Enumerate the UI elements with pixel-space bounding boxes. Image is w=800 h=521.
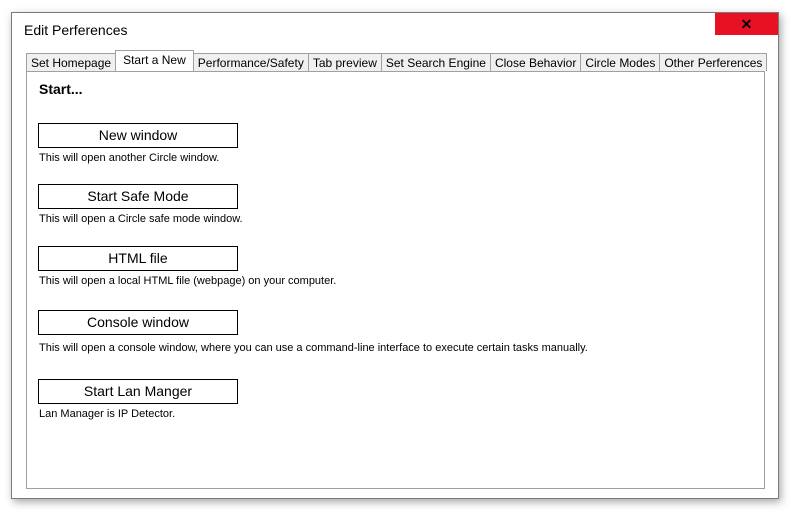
tab-close-behavior[interactable]: Close Behavior	[490, 53, 581, 71]
tab-strip	[26, 51, 766, 71]
preferences-window	[11, 12, 779, 499]
tab-other-perferences[interactable]: Other Perferences	[659, 53, 767, 71]
close-button[interactable]: ✕	[715, 13, 778, 35]
tab-tab-preview[interactable]: Tab preview	[308, 53, 382, 71]
html-file-description: This will open a local HTML file (webpage) on your computer.	[39, 275, 337, 287]
window-title: Edit Perferences	[24, 22, 128, 38]
start-safe-mode-description: This will open a Circle safe mode window.	[39, 213, 243, 225]
console-window-description: This will open a console window, where you can use a command-line interface to execute certain tasks manually.	[39, 342, 588, 354]
tab-circle-modes[interactable]: Circle Modes	[580, 53, 660, 71]
tab-performance-safety[interactable]: Performance/Safety	[193, 53, 309, 71]
html-file-button[interactable]: HTML file	[38, 246, 238, 271]
lan-manager-description: Lan Manager is IP Detector.	[39, 408, 176, 420]
new-window-button[interactable]: New window	[38, 123, 238, 148]
tab-set-homepage[interactable]: Set Homepage	[26, 53, 116, 71]
start-safe-mode-button[interactable]: Start Safe Mode	[38, 184, 238, 209]
tab-start-a-new[interactable]: Start a New	[115, 50, 194, 71]
tab-panel-start-a-new	[26, 71, 765, 489]
start-lan-manager-button[interactable]: Start Lan Manger	[38, 379, 238, 404]
new-window-description: This will open another Circle window.	[39, 152, 220, 164]
panel-heading: Start...	[39, 81, 83, 97]
tab-set-search-engine[interactable]: Set Search Engine	[381, 53, 491, 71]
console-window-button[interactable]: Console window	[38, 310, 238, 335]
